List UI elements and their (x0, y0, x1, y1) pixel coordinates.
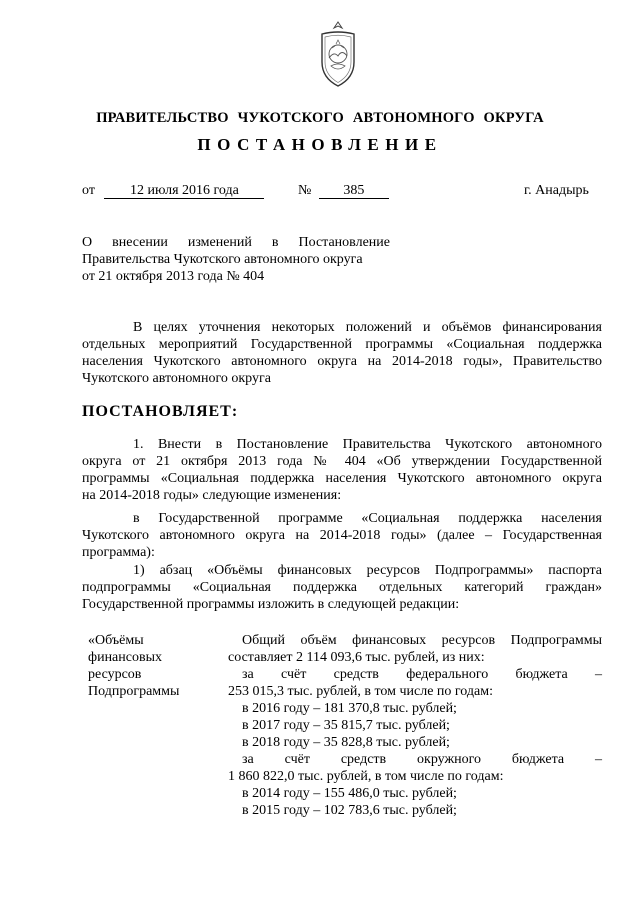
number-field (298, 183, 389, 199)
paragraph-line: Чукотского автономного округа (82, 371, 271, 386)
table-value-line: в 2014 году – 155 486,0 тыс. рублей; (242, 786, 457, 801)
subject-line: от 21 октября 2013 года № 404 (82, 269, 265, 284)
from-label: от (82, 183, 95, 198)
paragraph-line: в Государственной программе «Социальная поддержка населения (133, 511, 602, 526)
document-type: ПОСТАНОВЛЕНИЕ (197, 135, 443, 154)
table-value-line: в 2016 году – 181 370,8 тыс. рублей; (242, 701, 457, 716)
table-value-line: в 2015 году – 102 783,6 тыс. рублей; (242, 803, 457, 818)
paragraph-line: на 2014-2018 годы» следующие изменения: (82, 488, 342, 503)
preamble-paragraph (82, 319, 602, 387)
table-label-line: «Объёмы (88, 633, 144, 648)
date-value: 12 июля 2016 года (104, 183, 264, 199)
table-value-line: за счёт средств федерального бюджета – (242, 667, 602, 682)
government-name: ПРАВИТЕЛЬСТВО ЧУКОТСКОГО АВТОНОМНОГО ОКРУГА (96, 110, 544, 126)
item-1-1-paragraph (82, 562, 602, 613)
city: г. Анадырь (524, 183, 589, 198)
table-value-line: в 2017 году – 35 815,7 тыс. рублей; (242, 718, 450, 733)
table-value-line: составляет 2 114 093,6 тыс. рублей, из них: (228, 650, 485, 665)
subject-line: Правительства Чукотского автономного округа (82, 252, 363, 267)
resolve-heading: ПОСТАНОВЛЯЕТ: (82, 403, 239, 420)
table-label-line: Подпрограммы (88, 684, 180, 699)
paragraph-line: 1) абзац «Объёмы финансовых ресурсов Подпрограммы» паспорта (133, 563, 602, 578)
paragraph-line: В целях уточнения некоторых положений и объёмов финансирования (133, 320, 602, 335)
item-1-sub-paragraph (82, 510, 602, 561)
table-value-line: 253 015,3 тыс. рублей, в том числе по годам: (228, 684, 493, 699)
table-value-line: Общий объём финансовых ресурсов Подпрограммы (242, 633, 602, 648)
table-value-line: за счёт средств окружного бюджета – (242, 752, 602, 767)
paragraph-line: 1. Внести в Постановление Правительства Чукотского автономного (133, 437, 602, 452)
table-value-line: 1 860 822,0 тыс. рублей, в том числе по годам: (228, 769, 504, 784)
document-subject (82, 234, 390, 285)
paragraph-line: Государственной программы изложить в следующей редакции: (82, 597, 460, 612)
paragraph-line: программа): (82, 545, 155, 560)
table-value-line: в 2018 году – 35 828,8 тыс. рублей; (242, 735, 450, 750)
table-value-cell (228, 632, 602, 819)
date-field (82, 183, 264, 199)
table-label-line: финансовых (88, 650, 162, 665)
paragraph-line: подпрограммы «Социальная поддержка отдельных категорий граждан» (82, 580, 602, 595)
paragraph-line: округа от 21 октября 2013 года № 404 «Об утверждении Государственной (82, 454, 602, 469)
table-label-cell (88, 632, 208, 700)
table-label-line: ресурсов (88, 667, 142, 682)
paragraph-line: отдельных мероприятий Государственной программы «Социальная поддержка (82, 337, 602, 352)
paragraph-line: программы «Социальная поддержка населения Чукотского автономного округа (82, 471, 602, 486)
paragraph-line: населения Чукотского автономного округа на 2014-2018 годы», Правительство (82, 354, 602, 369)
item-1-paragraph (82, 436, 602, 504)
coat-of-arms-emblem (314, 18, 362, 90)
subject-line: О внесении изменений в Постановление (82, 235, 390, 250)
paragraph-line: Чукотского автономного округа на 2014-2018 годы» (далее – Государственная (82, 528, 602, 543)
number-value: 385 (319, 183, 389, 199)
number-label: № (298, 183, 312, 198)
